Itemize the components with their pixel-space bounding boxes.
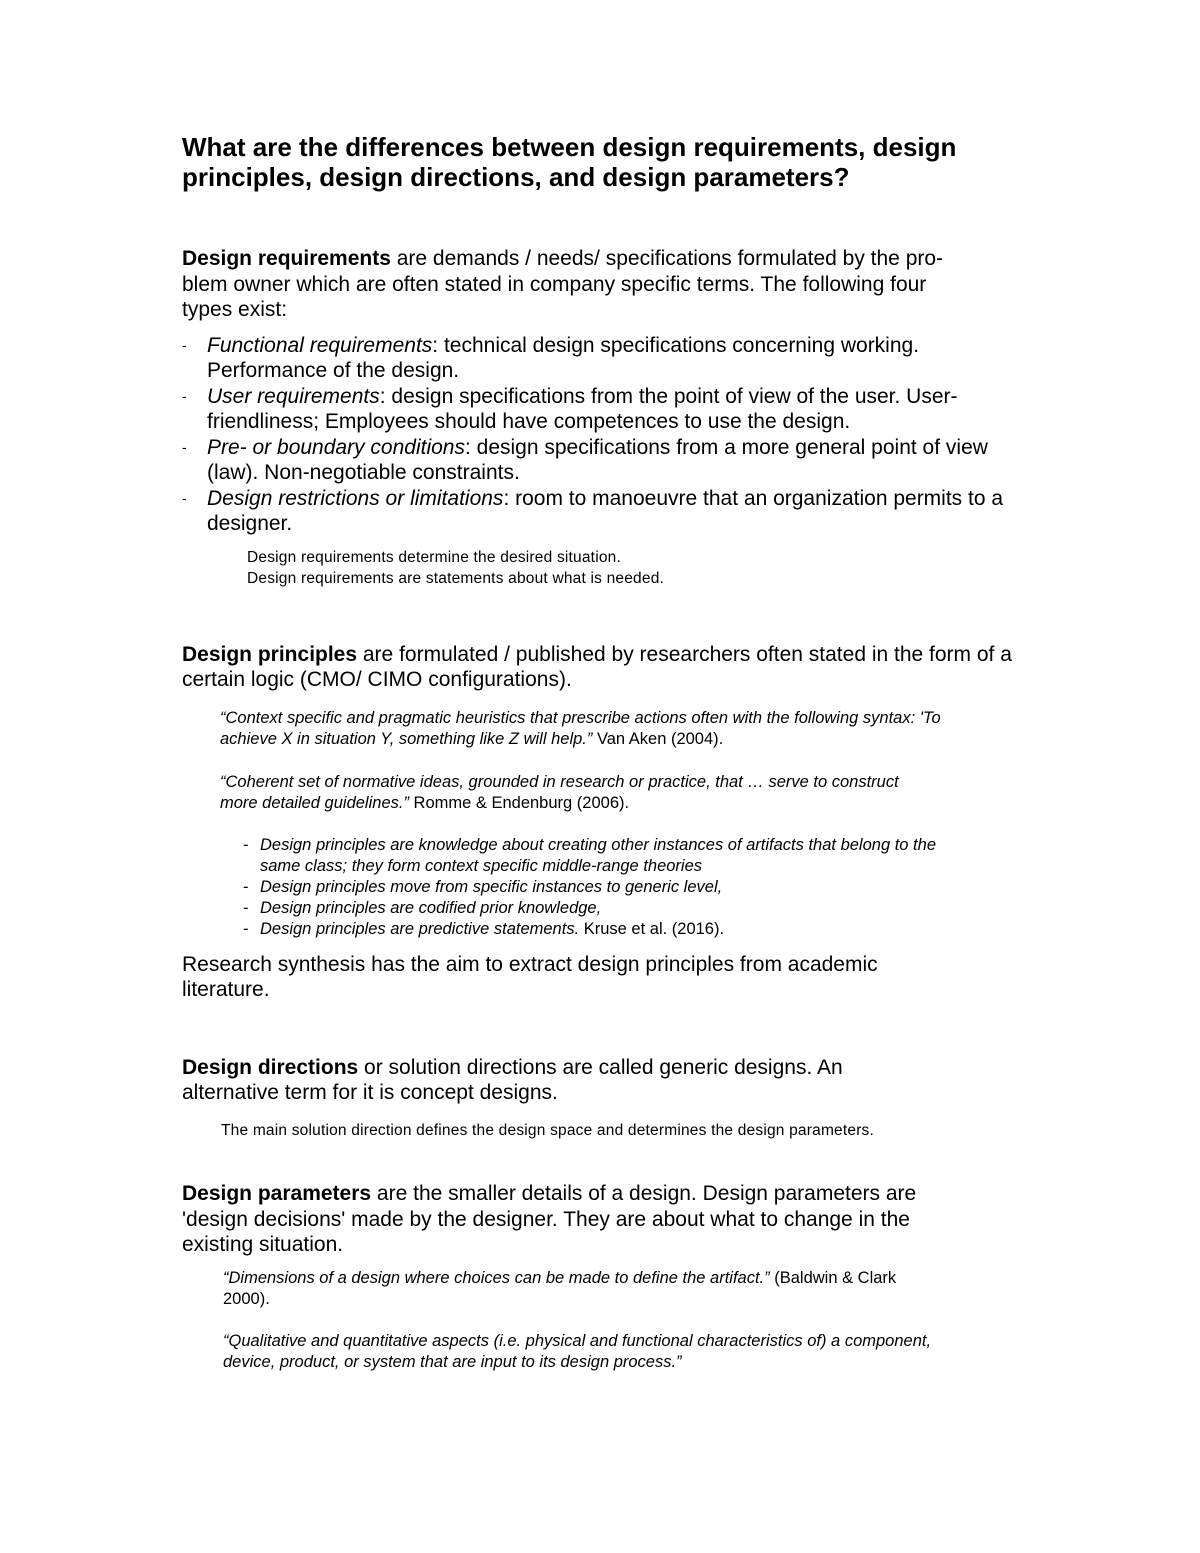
item-text: : design specifications from a more general point of view (law). Non-negotiable constraints. xyxy=(207,435,988,484)
bullet-dash: - xyxy=(182,489,187,506)
quote-text: “Qualitative and quantitative aspects (i.e. physical and functional characteristics of) a component, device, product, or system that are input to its design process.” xyxy=(223,1331,932,1371)
principles-intro xyxy=(182,642,1022,693)
list-item xyxy=(243,877,973,898)
parameters-intro-text: are the smaller details of a design. Design parameters are 'design decisions' made by the designer. They are about what to change in the existing situation. xyxy=(182,1182,917,1256)
quote xyxy=(223,1268,943,1310)
item-text: Design principles are knowledge about creating other instances of artifacts that belong to the same class; they form context specific middle-range theories xyxy=(260,835,936,875)
parameters-section xyxy=(182,1181,1022,1373)
bullet-dash: - xyxy=(182,438,187,455)
requirements-section xyxy=(182,246,1022,590)
item-text: : room to manoeuvre that an organization permits to a designer. xyxy=(207,486,1004,535)
directions-section xyxy=(182,1055,1022,1142)
requirements-note: Design requirements determine the desired situation. xyxy=(247,548,621,566)
bullet-dash: - xyxy=(243,835,249,854)
item-text: Design principles move from specific instances to generic level, xyxy=(260,877,723,896)
principles-quotes xyxy=(220,708,1022,814)
bullet-dash: - xyxy=(243,898,249,917)
item-text: : technical design specifications concerning working. Performance of the design. xyxy=(207,333,920,382)
list-item xyxy=(182,333,1007,384)
item-text: Design principles are codified prior knowledge, xyxy=(260,898,602,917)
parameters-term: Design parameters xyxy=(182,1182,372,1205)
bullet-dash: - xyxy=(182,387,187,404)
bullet-dash: - xyxy=(243,919,249,938)
quote-source: Van Aken (2004). xyxy=(592,729,724,748)
bullet-dash: - xyxy=(243,877,249,896)
item-term: User requirements xyxy=(207,384,380,408)
quote-source: (Baldwin & Clark 2000). xyxy=(223,1268,897,1308)
item-term: Pre- or boundary conditions xyxy=(207,435,465,459)
quote-text: “Coherent set of normative ideas, grounded in research or practice, that … serve to construct more detailed guidelines.” xyxy=(220,772,899,812)
list-item xyxy=(182,384,1007,435)
requirements-notes xyxy=(247,547,1022,590)
list-item xyxy=(243,919,973,940)
parameters-quotes xyxy=(223,1268,1022,1373)
list-item xyxy=(243,898,973,919)
bullet-dash: - xyxy=(182,336,187,353)
requirements-intro xyxy=(182,246,982,323)
quote xyxy=(220,772,920,814)
item-text: Design principles are predictive statements. xyxy=(260,919,580,938)
list-item xyxy=(243,835,973,877)
quote xyxy=(223,1331,933,1373)
requirements-list xyxy=(182,333,1022,537)
directions-term: Design directions xyxy=(182,1055,359,1079)
quote-text: “Context specific and pragmatic heuristics that prescribe actions often with the following syntax: 'To achieve X in situation Y, something like Z will help.” xyxy=(220,708,941,748)
item-term: Design restrictions or limitations xyxy=(207,486,504,510)
quote-source: Romme & Endenburg (2006). xyxy=(408,793,630,812)
principles-list xyxy=(243,835,973,940)
parameters-intro xyxy=(182,1181,982,1258)
item-term: Functional requirements xyxy=(207,333,433,357)
quote-text: “Dimensions of a design where choices can be made to define the artifact.” xyxy=(223,1268,770,1287)
requirements-note: Design requirements are statements about what is needed. xyxy=(247,570,665,587)
directions-intro xyxy=(182,1055,902,1106)
items-source: Kruse et al. (2016). xyxy=(579,919,725,938)
principles-section xyxy=(182,642,1022,1003)
list-item xyxy=(182,435,1007,486)
principles-intro-text: are formulated / published by researchers often stated in the form of a certain logic (CMO/ CIMO configurations). xyxy=(182,642,1012,691)
directions-note: The main solution direction defines the design space and determines the design parameters. xyxy=(221,1121,875,1139)
directions-intro-text: or solution directions are called generic designs. An alternative term for it is concept designs. xyxy=(182,1055,843,1104)
requirements-term: Design requirements xyxy=(182,247,391,270)
quote xyxy=(220,708,950,750)
list-item xyxy=(182,486,1037,537)
principles-synthesis: Research synthesis has the aim to extract design principles from academic literature. xyxy=(182,952,878,1001)
item-text: : design specifications from the point of view of the user. User-friendliness; Employees should have competences to use the design. xyxy=(207,384,958,433)
requirements-intro-text: are demands / needs/ specifications formulated by the pro-blem owner which are often stated in company specific terms. The following four types exist: xyxy=(182,247,944,321)
page-title: What are the differences between design requirements, design principles, design directions, and design parameters? xyxy=(182,132,957,192)
document-page xyxy=(182,132,1022,1373)
principles-term: Design principles xyxy=(182,642,358,666)
